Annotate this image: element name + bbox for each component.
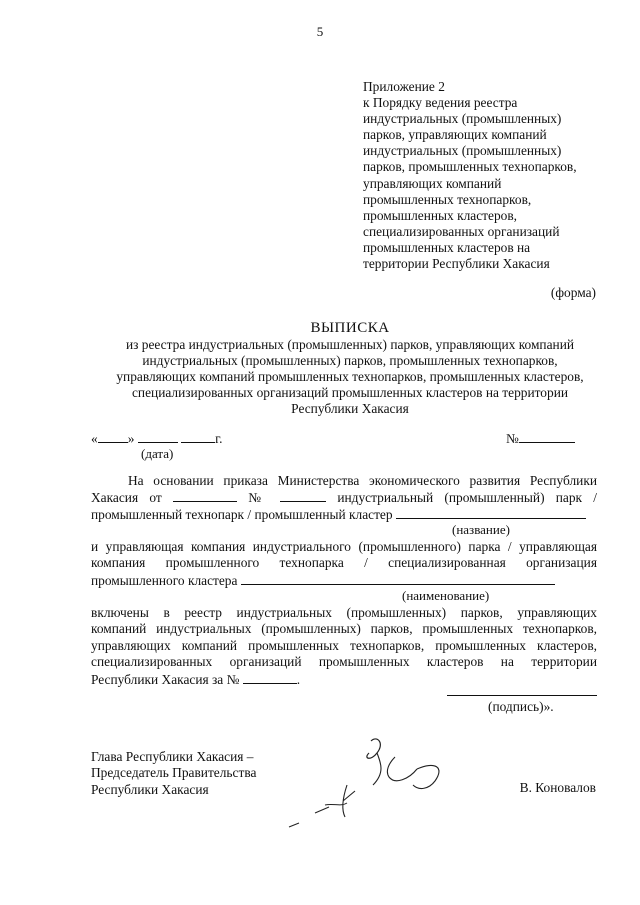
naming-caption: (наименование) [402, 588, 490, 603]
paragraph-included [91, 605, 597, 687]
year-suffix: г. [215, 431, 223, 446]
body-line: компания промышленного технопарка / специализированная организация [91, 555, 597, 571]
appendix-line: промышленных технопарков, [363, 191, 532, 207]
appendix-line: индустриальных (промышленных) [363, 143, 562, 159]
official-title-line: Председатель Правительства [91, 765, 257, 781]
number-blank[interactable] [519, 430, 575, 443]
official-title-line: Глава Республики Хакасия – [91, 749, 254, 764]
number-sign: № [506, 431, 519, 446]
paragraph-order [91, 473, 597, 522]
name-caption: (название) [452, 522, 510, 537]
body-line: специализированных организаций промышленных кластеров на территории [91, 654, 597, 670]
signer-name: В. Коновалов [519, 780, 596, 795]
appendix-line: индустриальных (промышленных) [363, 111, 562, 127]
open-quote: « [91, 431, 98, 446]
body-line: и управляющая компания индустриального (промышленного) парка / управляющая [91, 539, 597, 554]
subtitle-line: индустриальных (промышленных) парков, промышленных технопарков, [142, 353, 558, 368]
month-blank[interactable] [138, 430, 178, 443]
subtitle-line: из реестра индустриальных (промышленных) парков, управляющих компаний [125, 337, 575, 352]
order-number-blank[interactable] [280, 489, 326, 502]
date-caption: (дата) [141, 446, 174, 461]
body-line: На основании приказа Министерства экономического развития Республики [128, 473, 597, 488]
body-line: включены в реестр индустриальных (промышленных) парков, управляющих [91, 605, 597, 620]
order-date-blank[interactable] [173, 489, 237, 502]
title-block [60, 319, 640, 417]
signature-caption: (подпись)». [488, 699, 554, 714]
signature-line[interactable] [447, 695, 597, 696]
park-name-blank[interactable] [396, 506, 586, 519]
document-title: ВЫПИСКА [310, 320, 390, 336]
handwritten-signature [285, 733, 465, 833]
official-title [91, 749, 256, 798]
day-blank[interactable] [98, 430, 128, 443]
body-line: промышленный технопарк / промышленный кластер [91, 506, 597, 522]
body-line: промышленного кластера [91, 572, 597, 588]
paragraph-company [91, 539, 597, 588]
page-number: 5 [316, 24, 324, 39]
company-name-blank[interactable] [241, 572, 555, 585]
subtitle-line: специализированных организаций промышленных кластеров на территории [131, 385, 569, 400]
year-blank[interactable] [181, 430, 215, 443]
registry-number-blank[interactable] [243, 671, 297, 684]
body-line: Республики Хакасия за № . [91, 671, 301, 687]
appendix-line: Приложение 2 [363, 79, 445, 94]
appendix-line: промышленных кластеров на [363, 239, 531, 255]
appendix-line: промышленных кластеров, [363, 207, 518, 223]
appendix-line: к Порядку ведения реестра [363, 95, 518, 111]
number-field[interactable] [506, 430, 575, 447]
body-line: управляющих компаний промышленных технопарков, промышленных кластеров, [91, 637, 597, 653]
subtitle-line: управляющих компаний промышленных технопарков, промышленных кластеров, [116, 369, 584, 384]
appendix-header [363, 79, 613, 272]
appendix-line: парков, управляющих компаний [363, 127, 547, 143]
body-line: компаний индустриальных (промышленных) парков, промышленных технопарков, [91, 621, 597, 637]
form-label: (форма) [550, 285, 596, 300]
subtitle-line: Республики Хакасия [291, 401, 409, 416]
appendix-line: управляющих компаний [363, 175, 502, 191]
appendix-line: территории Республики Хакасия [363, 256, 550, 272]
official-title-line: Республики Хакасия [91, 781, 209, 797]
date-field[interactable] [91, 430, 222, 447]
appendix-line: парков, промышленных технопарков, [363, 159, 577, 175]
body-line-order: Хакасия от № индустриальный (промышленный) парк / [91, 490, 597, 506]
appendix-line: специализированных организаций [363, 223, 560, 239]
close-quote: » [127, 431, 135, 446]
